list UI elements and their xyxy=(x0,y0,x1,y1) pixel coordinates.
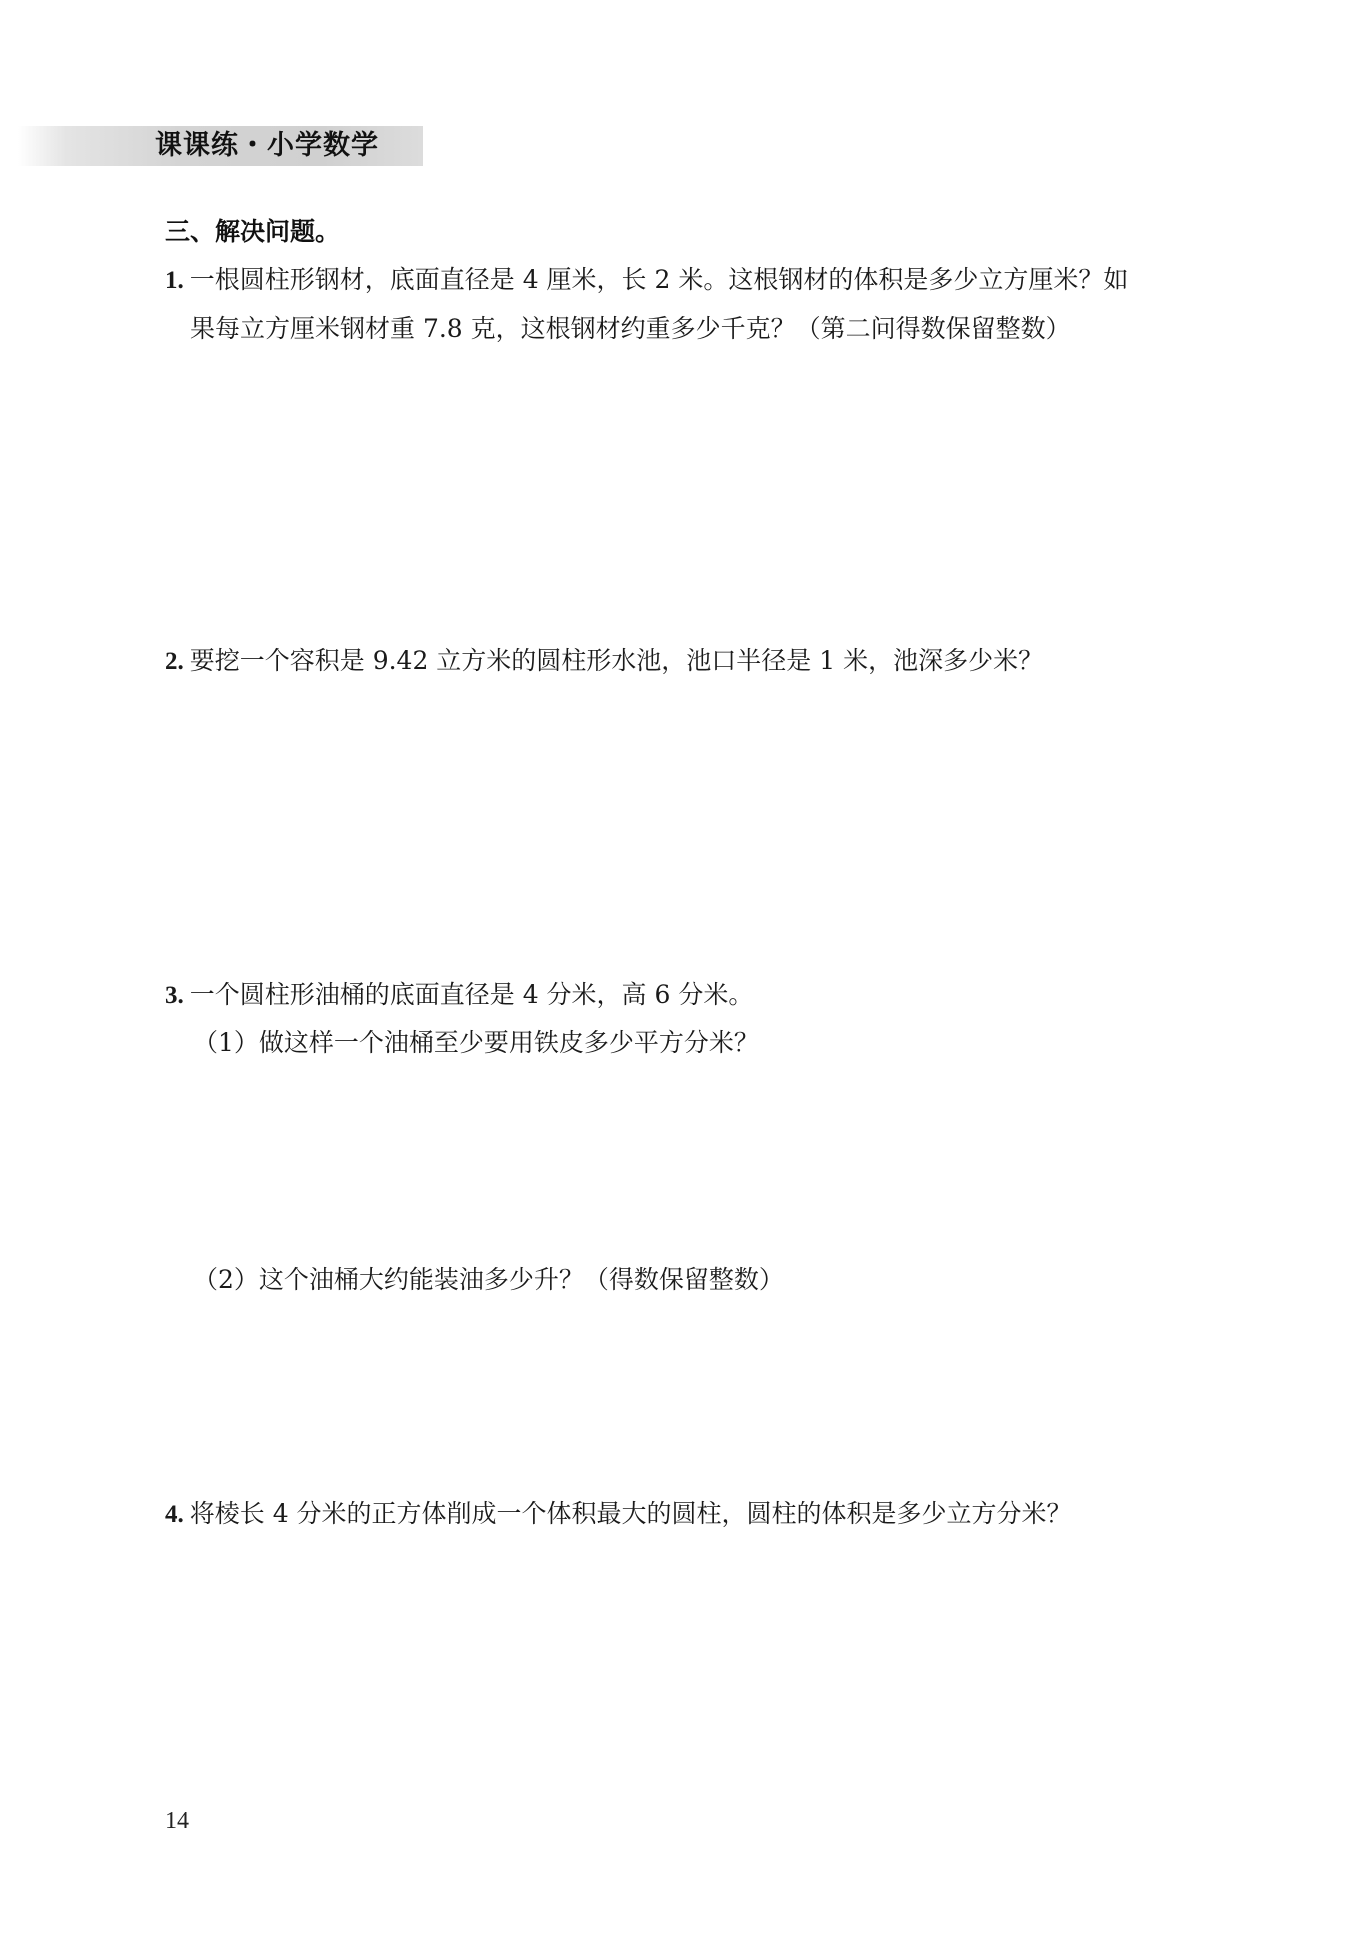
problem-number: 3. xyxy=(165,982,184,1009)
problem-3-sub-1: （1）做这样一个油桶至少要用铁皮多少平方分米？ xyxy=(193,1028,759,1057)
page-number: 14 xyxy=(165,1808,189,1834)
problem-2 xyxy=(165,643,1043,680)
problem-3 xyxy=(165,977,753,1014)
section-title: 三、解决问题。 xyxy=(165,217,341,246)
problem-1-continuation: 果每立方厘米钢材重 7.8 克，这根钢材约重多少千克？（第二问得数保留整数） xyxy=(190,314,1071,343)
book-title: 课课练・小学数学 xyxy=(155,130,379,161)
problem-number: 1. xyxy=(165,267,184,294)
problem-1 xyxy=(165,262,1128,299)
problem-text: 一根圆柱形钢材，底面直径是 4 厘米，长 2 米。这根钢材的体积是多少立方厘米？如 xyxy=(189,265,1129,294)
problem-text: 将棱长 4 分米的正方体削成一个体积最大的圆柱，圆柱的体积是多少立方分米？ xyxy=(189,1499,1072,1528)
problem-text: 要挖一个容积是 9.42 立方米的圆柱形水池，池口半径是 1 米，池深多少米？ xyxy=(189,646,1044,675)
problem-text: 一个圆柱形油桶的底面直径是 4 分米，高 6 分米。 xyxy=(189,980,754,1009)
problem-3-sub-2: （2）这个油桶大约能装油多少升？（得数保留整数） xyxy=(193,1265,784,1294)
problem-4 xyxy=(165,1496,1072,1533)
problem-number: 4. xyxy=(165,1501,184,1528)
problem-number: 2. xyxy=(165,648,184,675)
